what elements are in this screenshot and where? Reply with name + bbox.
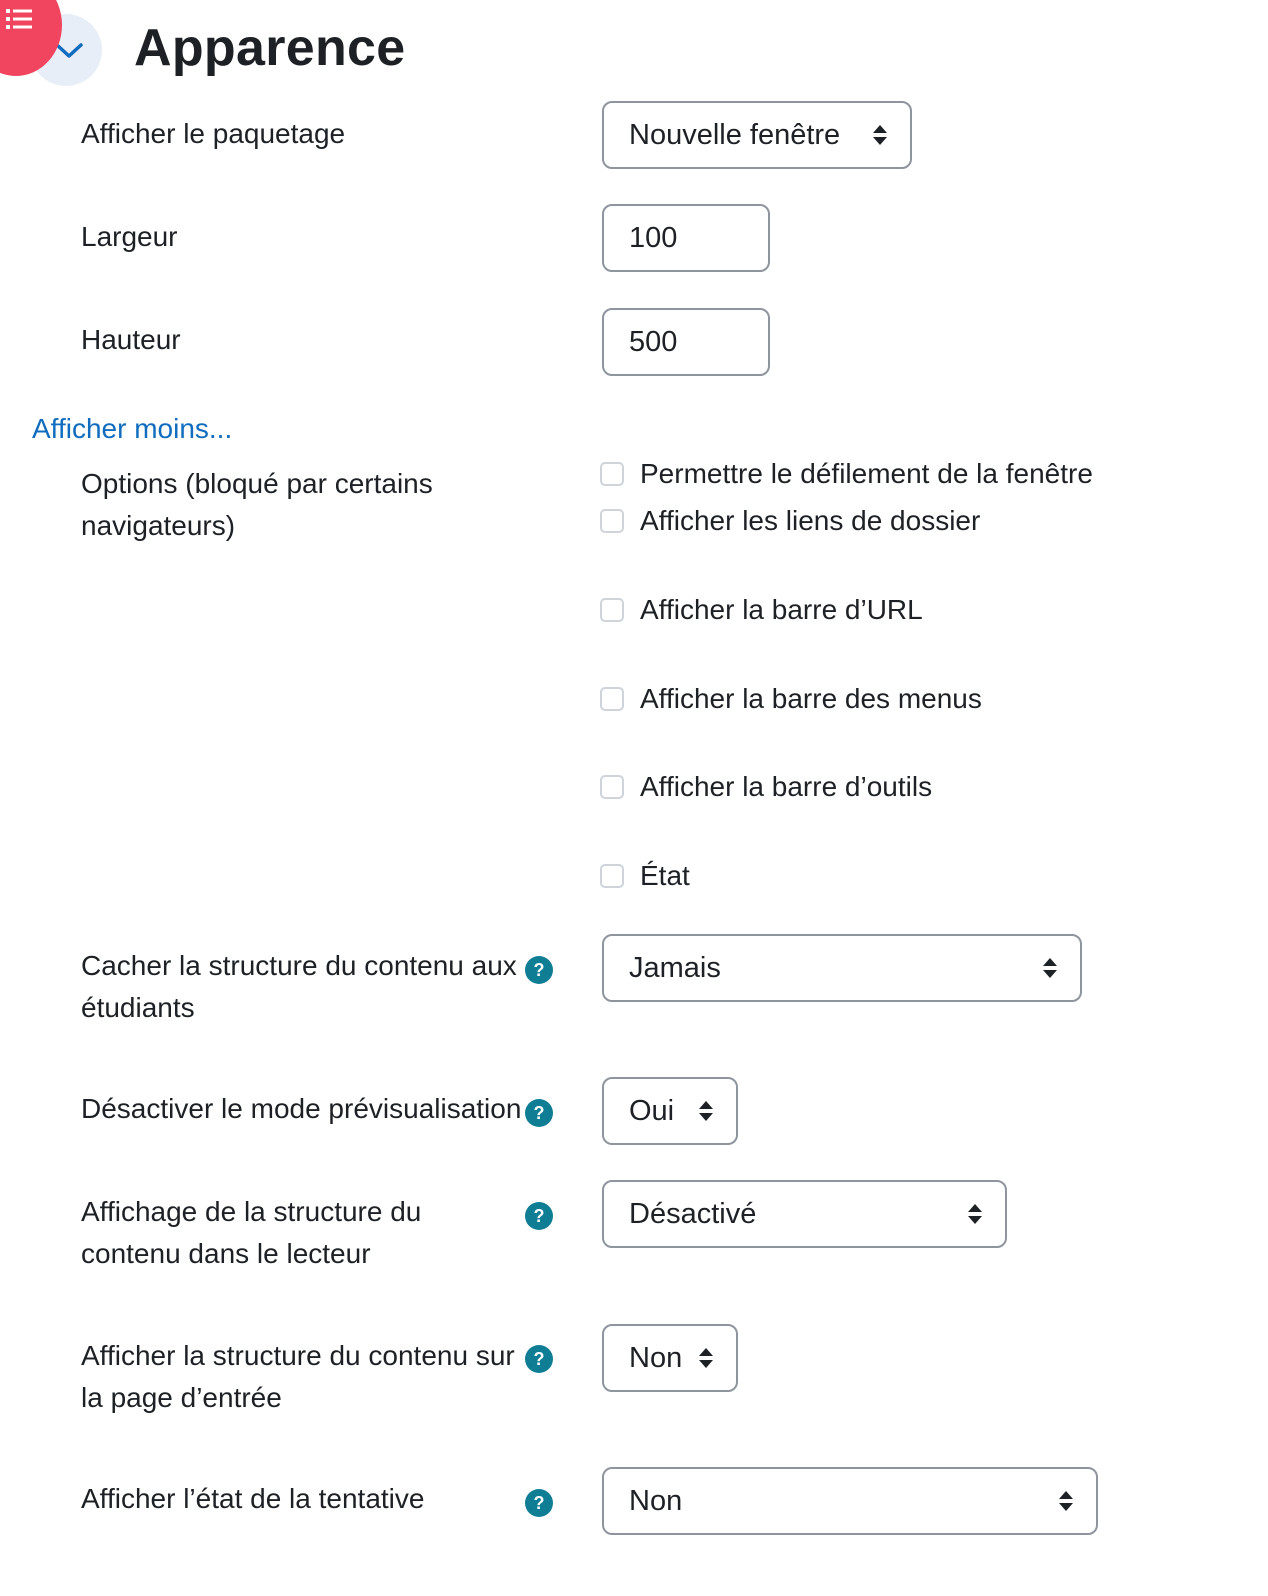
attempt-status-value: Non — [629, 1484, 683, 1517]
list-icon — [6, 8, 32, 30]
attempt-status-select[interactable] — [602, 1467, 1098, 1535]
chevron-down-icon — [54, 42, 84, 60]
help-icon[interactable]: ? — [525, 1489, 553, 1517]
toc-in-player-label: Affichage de la structure du contenu dans le lecteur — [81, 1196, 422, 1269]
toc-on-entry-value: Non — [629, 1341, 683, 1374]
toc-in-player-select[interactable] — [602, 1180, 1007, 1248]
display-package-label: Afficher le paquetage — [81, 118, 346, 149]
options-label: Options (bloqué par certains navigateurs) — [81, 468, 433, 541]
attempt-status-label: Afficher l’état de la tentative — [81, 1483, 425, 1514]
option-directories[interactable] — [600, 501, 980, 541]
option-status[interactable] — [600, 856, 690, 896]
display-package-value: Nouvelle fenêtre — [629, 118, 841, 151]
sort-caret-icon — [698, 1100, 714, 1122]
option-location[interactable] — [600, 590, 923, 630]
checkbox[interactable] — [600, 598, 624, 622]
width-input[interactable]: 100 — [602, 204, 770, 272]
sort-caret-icon — [1058, 1490, 1074, 1512]
sort-caret-icon — [1042, 957, 1058, 979]
help-icon[interactable]: ? — [525, 1345, 553, 1373]
option-label: Afficher les liens de dossier — [640, 505, 981, 536]
sort-caret-icon — [872, 124, 888, 146]
toc-on-entry-select[interactable] — [602, 1324, 738, 1392]
option-label: Permettre le défilement de la fenêtre — [640, 458, 1093, 489]
checkbox[interactable] — [600, 687, 624, 711]
disable-preview-value: Oui — [629, 1094, 675, 1127]
hide-toc-label: Cacher la structure du contenu aux étudiants — [81, 950, 517, 1023]
option-label: État — [640, 860, 690, 891]
toc-in-player-value: Désactivé — [629, 1197, 757, 1230]
sort-caret-icon — [967, 1203, 983, 1225]
hide-toc-value: Jamais — [629, 951, 721, 984]
sort-caret-icon — [698, 1347, 714, 1369]
help-icon[interactable]: ? — [525, 1099, 553, 1127]
section-title: Apparence — [134, 19, 406, 77]
help-icon[interactable]: ? — [525, 1202, 553, 1230]
show-less-link[interactable]: Afficher moins... — [32, 413, 233, 444]
checkbox[interactable] — [600, 509, 624, 533]
width-label: Largeur — [81, 221, 178, 252]
hide-toc-select[interactable] — [602, 934, 1082, 1002]
checkbox[interactable] — [600, 864, 624, 888]
toc-on-entry-label: Afficher la structure du contenu sur la page d’entrée — [81, 1340, 515, 1413]
option-label: Afficher la barre d’URL — [640, 594, 923, 625]
display-package-select[interactable] — [602, 101, 912, 169]
height-label: Hauteur — [81, 324, 181, 355]
height-input[interactable]: 500 — [602, 308, 770, 376]
help-icon[interactable]: ? — [525, 956, 553, 984]
disable-preview-select[interactable] — [602, 1077, 738, 1145]
disable-preview-label: Désactiver le mode prévisualisation — [81, 1093, 522, 1124]
checkbox[interactable] — [600, 775, 624, 799]
checkbox[interactable] — [600, 462, 624, 486]
option-scrollbars[interactable] — [600, 454, 1093, 494]
option-toolbar[interactable] — [600, 767, 932, 807]
option-label: Afficher la barre d’outils — [640, 771, 933, 802]
option-label: Afficher la barre des menus — [640, 683, 982, 714]
option-menubar[interactable] — [600, 679, 982, 719]
